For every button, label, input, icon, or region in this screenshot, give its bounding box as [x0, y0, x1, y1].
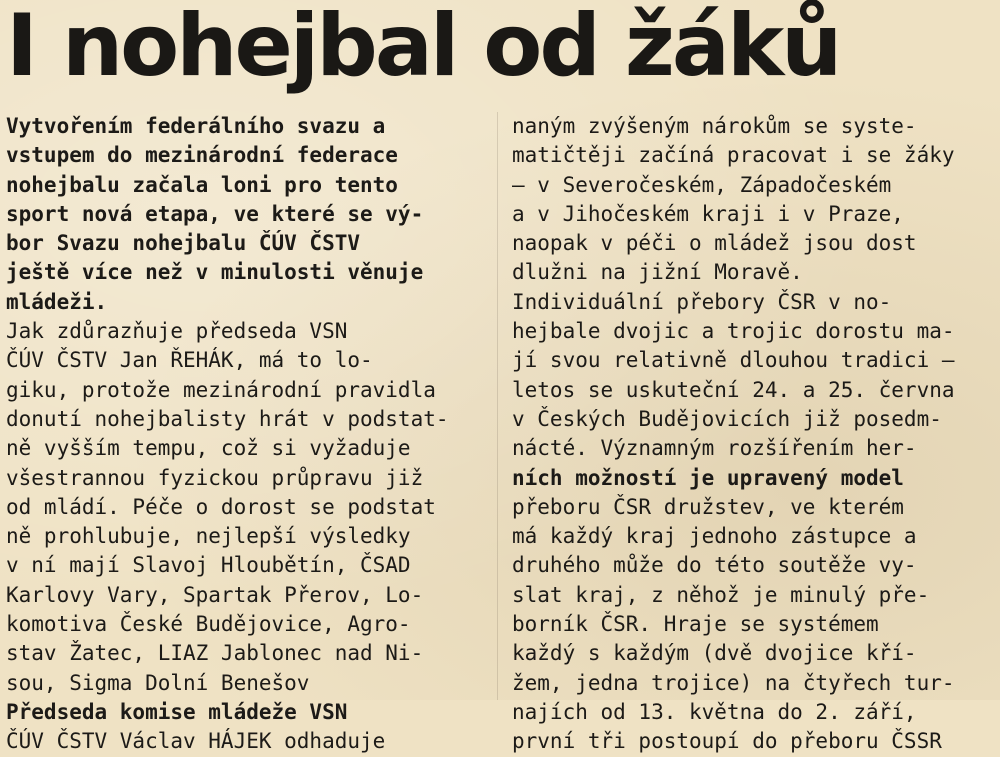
left-column-line: Jak zdůrazňuje předseda VSN [6, 319, 348, 344]
right-column-line: hejbale dvojic a trojic dorostu ma- [512, 319, 955, 344]
left-column-line: sport nová etapa, ve které se vý- [6, 201, 424, 226]
right-column-line: každý s každým (dvě dvojice kří- [512, 641, 917, 666]
right-column-line: přeboru ČSR družstev, ve kterém [512, 494, 904, 519]
left-column-line: bor Svazu nohejbalu ČÚV ČSTV [6, 231, 361, 256]
right-column-line: ních možností je upravený model [512, 465, 904, 490]
right-column-line: první tři postoupí do přeboru ČSSR [512, 729, 942, 754]
left-column-line: všestrannou fyzickou průpravu již [6, 465, 424, 490]
left-column-line: Vytvořením federálního svazu a [6, 114, 386, 138]
left-column-line: mládeži. [6, 289, 108, 314]
left-column [6, 112, 488, 757]
right-column-line: a v Jihočeském kraji i v Praze, [512, 201, 904, 226]
right-column-line: — v Severočeském, Západočeském [512, 172, 892, 197]
right-column-line: borník ČSR. Hraje se systémem [512, 612, 879, 637]
left-column-line: od mládí. Péče o dorost se podstat [6, 494, 436, 519]
left-column-line: Předseda komise mládeže VSN [6, 699, 348, 724]
left-column-line: donutí nohejbalisty hrát v podstat- [6, 406, 449, 431]
right-column-line: druhého může do této soutěže vy- [512, 553, 917, 578]
left-column-line: ČÚV ČSTV Jan ŘEHÁK, má to lo- [6, 348, 373, 373]
right-column-line: žem, jedna trojice) na čtyřech tur- [512, 670, 955, 695]
right-column-line: letos se uskuteční 24. a 25. června [512, 377, 955, 402]
left-column-line: giku, protože mezinárodní pravidla [6, 377, 436, 402]
left-column-line: Karlovy Vary, Spartak Přerov, Lo- [6, 582, 424, 607]
left-column-line: komotiva České Budějovice, Agro- [6, 612, 411, 637]
right-column-line: naopak v péči o mládež jsou dost [512, 231, 917, 256]
right-column-line: dlužni na jižní Moravě. [512, 260, 803, 285]
left-column-line: ně prohlubuje, nejlepší výsledky [6, 524, 411, 549]
right-column-line: naným zvýšeným nárokům se syste- [512, 114, 917, 138]
right-column-line: slat kraj, z něhož je minulý pře- [512, 582, 930, 607]
left-column-line: stav Žatec, LIAZ Jablonec nad Ni- [6, 641, 424, 666]
left-column-line: v ní mají Slavoj Hloubětín, ČSAD [6, 553, 411, 578]
right-column-line: najích od 13. května do 2. září, [512, 699, 917, 724]
left-column-line: ně vyšším tempu, což si vyžaduje [6, 436, 411, 461]
right-column-line: v Českých Budějovicích již posedm- [512, 406, 942, 431]
left-column-line: sou, Sigma Dolní Benešov [6, 670, 310, 695]
right-column-line: má každý kraj jednoho zástupce a [512, 524, 917, 549]
right-column-line: Individuální přebory ČSR v no- [512, 289, 892, 314]
right-column-line: jí svou relativně dlouhou tradici — [512, 348, 955, 373]
left-column-line: ČÚV ČSTV Václav HÁJEK odhaduje [6, 729, 386, 754]
left-column-line: vstupem do mezinárodní federace [6, 143, 398, 168]
left-column-line: nohejbalu začala loni pro tento [6, 172, 398, 197]
right-column [512, 112, 1000, 757]
left-column-line: ještě více než v minulosti věnuje [6, 260, 424, 285]
headline: I nohejbal od žáků [6, 0, 840, 96]
right-column-line: nácté. Významným rozšířením her- [512, 436, 917, 461]
column-gutter [497, 112, 498, 700]
right-column-line: matičtěji začíná pracovat i se žáky [512, 143, 955, 168]
